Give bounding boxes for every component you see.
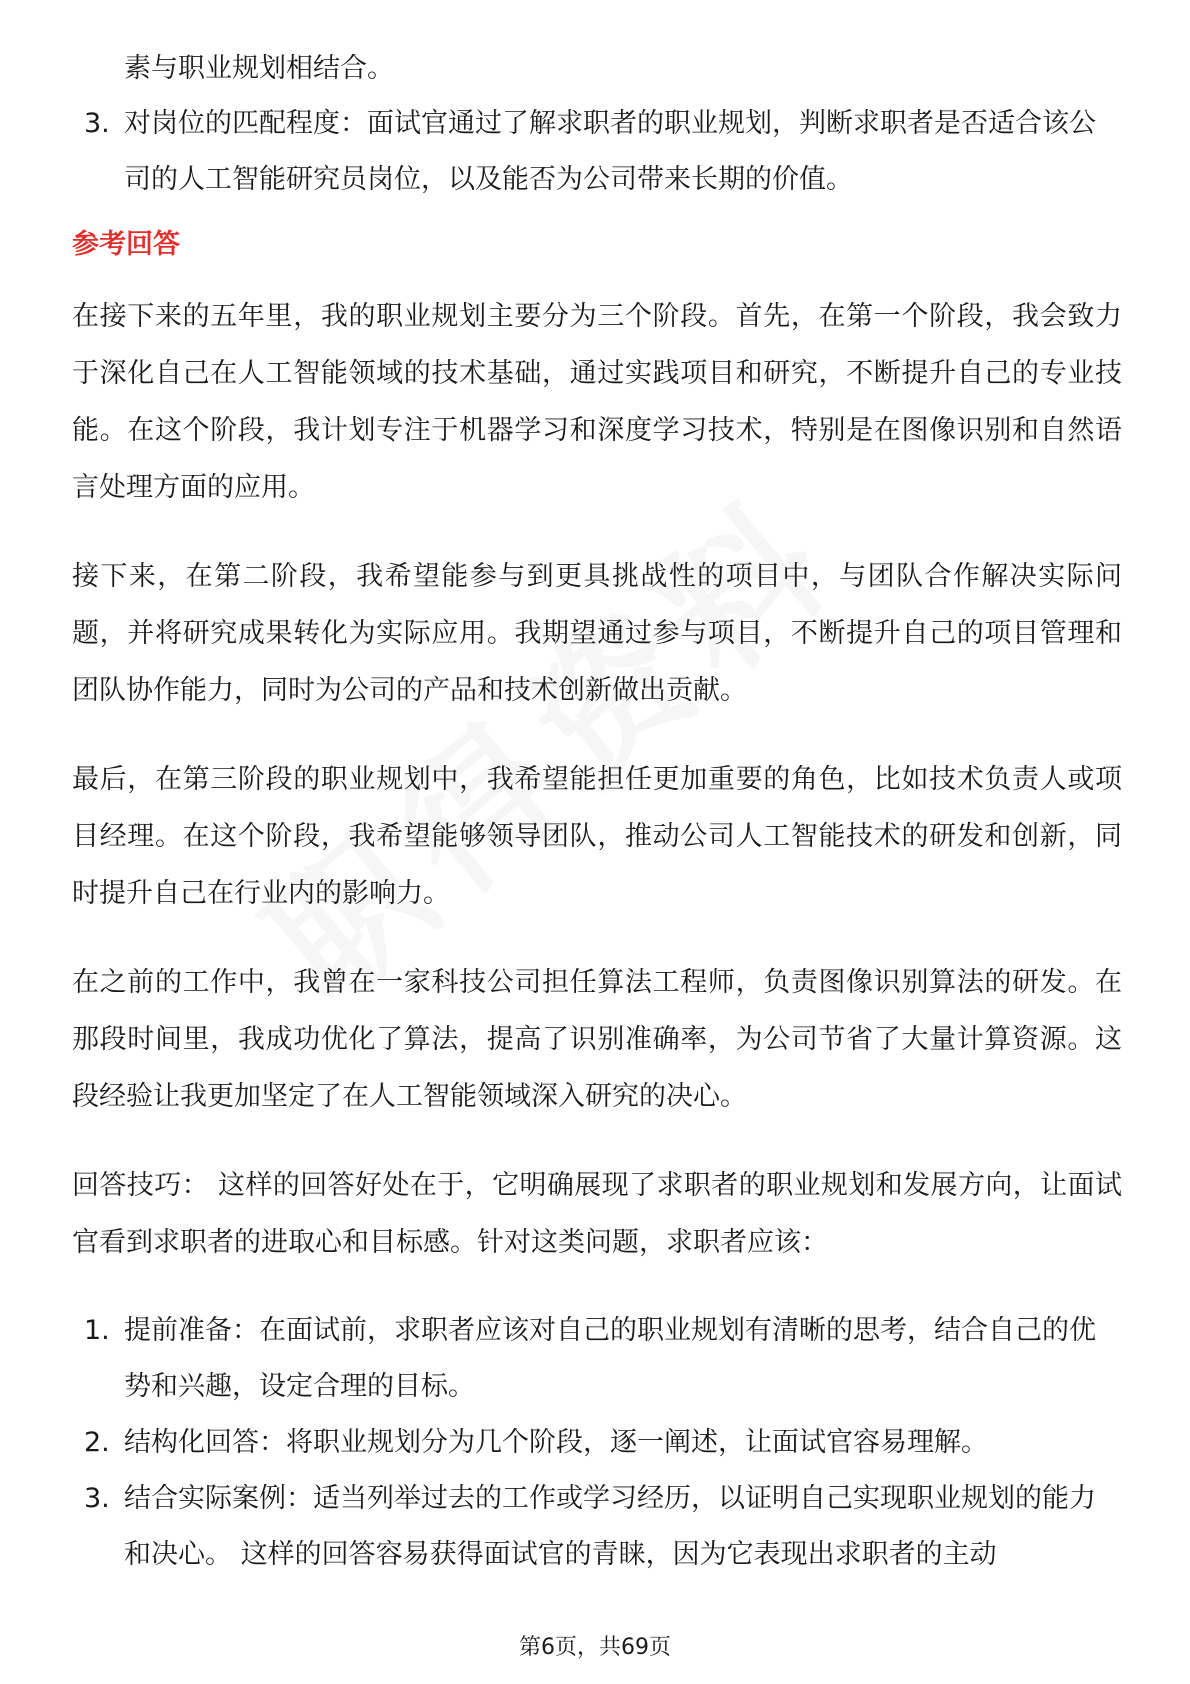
experience-paragraph: 在之前的工作中，我曾在一家科技公司担任算法工程师，负责图像识别算法的研发。在那段时间里，我成功优化了算法，提高了识别准确率，为公司节省了大量计算资源。这段经验让我更加坚定了在人工智能领域深入研究的决心。 (72, 967, 1122, 1112)
list-item-text: 对岗位的匹配程度：面试官通过了解求职者的职业规划，判断求职者是否适合该公司的人工智能研究员岗位，以及能否为公司带来长期的价值。 (124, 108, 1096, 195)
tips-intro-paragraph: 回答技巧： 这样的回答好处在于，它明确展现了求职者的职业规划和发展方向，让面试官看到求职者的进取心和目标感。针对这类问题，求职者应该： (72, 1170, 1122, 1258)
answer-paragraph-1: 在接下来的五年里，我的职业规划主要分为三个阶段。首先，在第一个阶段，我会致力于深化自己在人工智能领域的技术基础，通过实践项目和研究，不断提升自己的专业技能。在这个阶段，我计划专注于机器学习和深度学习技术，特别是在图像识别和自然语言处理方面的应用。 (72, 301, 1122, 503)
list-item-text: 提前准备：在面试前，求职者应该对自己的职业规划有清晰的思考，结合自己的优势和兴趣，设定合理的目标。 (124, 1315, 1096, 1402)
answer-paragraph-2: 接下来，在第二阶段，我希望能参与到更具挑战性的项目中，与团队合作解决实际问题，并将研究成果转化为实际应用。我期望通过参与项目，不断提升自己的项目管理和团队协作能力，同时为公司的产品和技术创新做出贡献。 (72, 561, 1122, 706)
continued-list-text: 素与职业规划相结合。 (124, 53, 394, 84)
list-item (72, 1303, 1122, 1415)
answer-paragraph-3: 最后，在第三阶段的职业规划中，我希望能担任更加重要的角色，比如技术负责人或项目经理。在这个阶段，我希望能够领导团队，推动公司人工智能技术的研发和创新，同时提升自己在行业内的影响力。 (72, 764, 1122, 909)
list-item-text: 结构化回答：将职业规划分为几个阶段，逐一阐述，让面试官容易理解。 (124, 1427, 988, 1458)
criteria-list (72, 96, 1122, 208)
list-item (72, 1471, 1122, 1583)
list-item (72, 96, 1122, 208)
page-content (72, 42, 1122, 1583)
list-number: 2. (84, 1427, 110, 1458)
list-item (72, 1415, 1122, 1471)
section-title: 参考回答 (72, 229, 180, 260)
list-item-text: 结合实际案例：适当列举过去的工作或学习经历，以证明自己实现职业规划的能力和决心。 这样的回答容易获得面试官的青睐，因为它表现出求职者的主动 (124, 1483, 1096, 1570)
list-number: 3. (84, 1483, 110, 1514)
list-number: 1. (84, 1315, 110, 1346)
page-number-footer: 第6页，共69页 (519, 1635, 671, 1660)
tips-list (72, 1303, 1122, 1583)
list-number: 3. (84, 108, 110, 139)
